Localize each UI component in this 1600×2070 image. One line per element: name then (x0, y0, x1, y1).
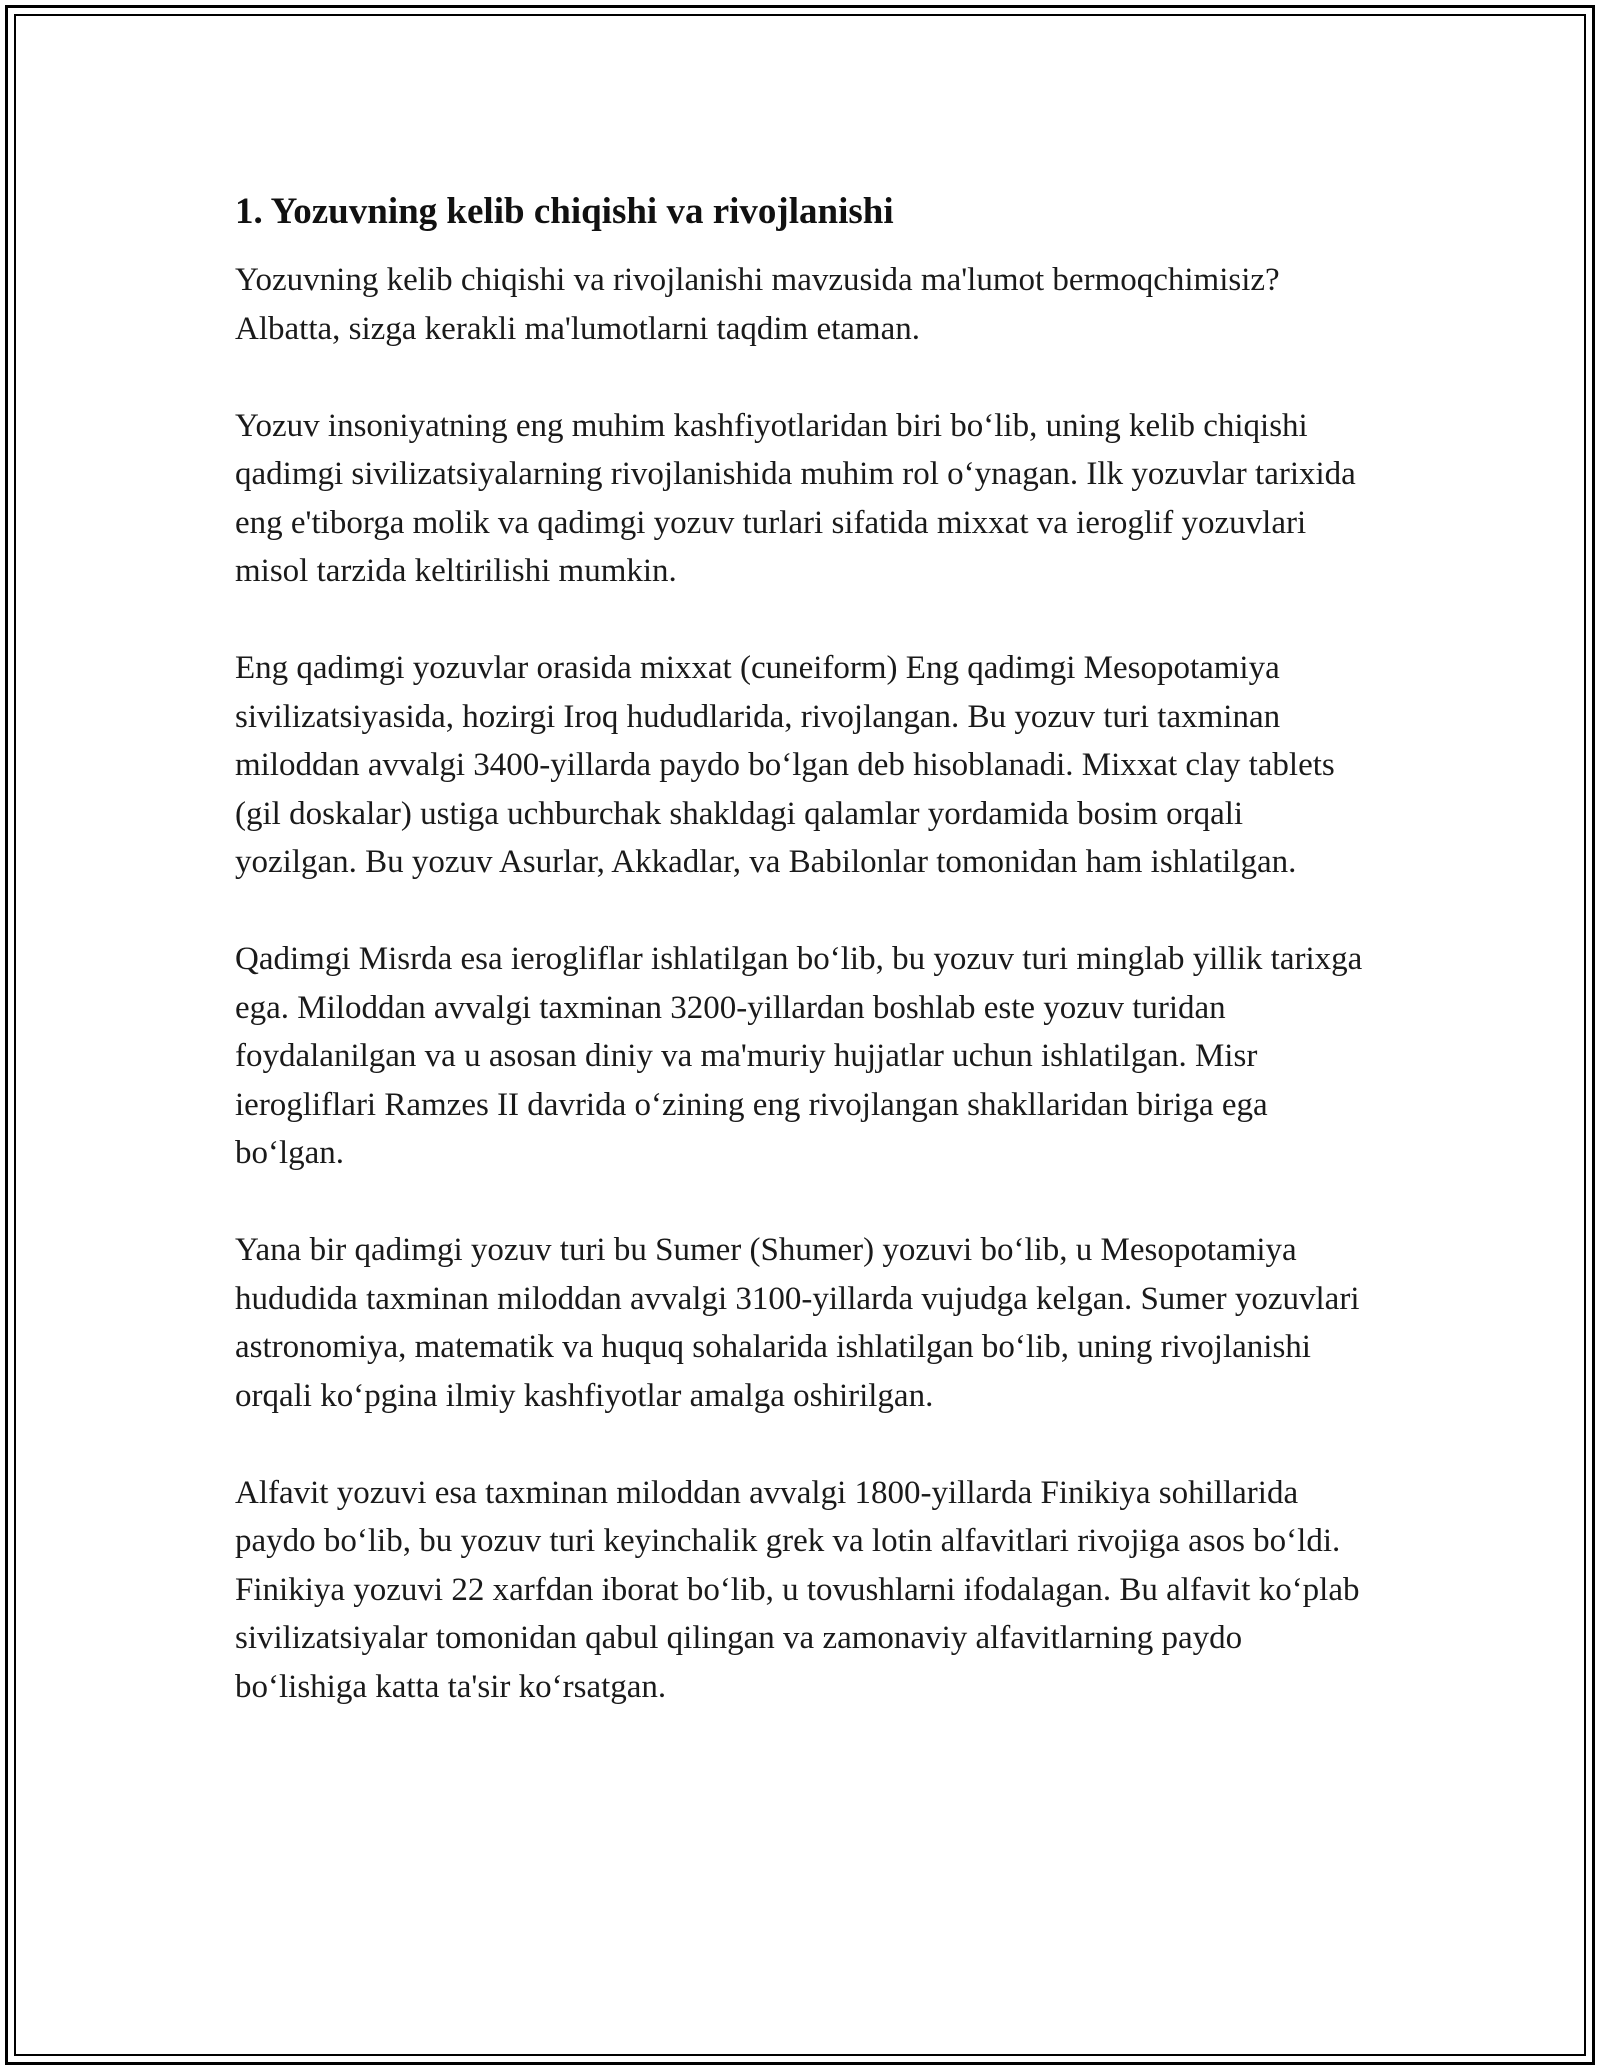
paragraph-intro: Yozuvning kelib chiqishi va rivojlanishi mavzusida ma'lumot bermoqchimisiz? Albatta, sizga kerakli ma'lumotlarni taqdim etaman. (235, 262, 1280, 347)
paragraph-egyptian-hieroglyphs: Qadimgi Misrda esa ierogliflar ishlatilgan boʻlib, bu yozuv turi minglab yillik tarixga ega. Miloddan avvalgi taxminan 3200-yillardan boshlab este yozuv turidan foydalanilgan va u asosan diniy va ma'muriy hujjatlar uchun ishlatilgan. Misr ierogliflari Ramzes II davrida oʻzining eng rivojlangan shakllaridan biriga ega boʻlgan. (235, 941, 1363, 1171)
paragraph-alphabet: Alfavit yozuvi esa taxminan miloddan avvalgi 1800-yillarda Finikiya sohillarida paydo boʻlib, bu yozuv turi keyinchalik grek va lotin alfavitlari rivojiga asos boʻldi. Finikiya yozuvi 22 xarfdan iborat boʻlib, u tovushlarni ifodalagan. Bu alfavit koʻplab sivilizatsiyalar tomonidan qabul qilingan va zamonaviy alfavitlarning paydo boʻlishiga katta ta'sir koʻrsatgan. (235, 1474, 1360, 1705)
section-heading: 1. Yozuvning kelib chiqishi va rivojlanishi (235, 191, 894, 232)
paragraph-cuneiform: Eng qadimgi yozuvlar orasida mixxat (cuneiform) Eng qadimgi Mesopotamiya sivilizatsiyasida, hozirgi Iroq hududlarida, rivojlangan. Bu yozuv turi taxminan miloddan avvalgi 3400-yillarda paydo boʻlgan deb hisoblanadi. Mixxat clay tablets (gil doskalar) ustiga uchburchak shakldagi qalamlar yordamida bosim orqali yozilgan. Bu yozuv Asurlar, Akkadlar, va Babilonlar tomonidan ham ishlatilgan. (235, 650, 1335, 880)
paragraph-sumerian-writing: Yana bir qadimgi yozuv turi bu Sumer (Shumer) yozuvi boʻlib, u Mesopotamiya hududida taxminan miloddan avvalgi 3100-yillarda vujudga kelgan. Sumer yozuvlari astronomiya, matematik va huquq sohalarida ishlatilgan boʻlib, uning rivojlanishi orqali koʻpgina ilmiy kashfiyotlar amalga oshirilgan. (235, 1232, 1360, 1414)
document-body (235, 188, 1365, 1760)
paragraph-writing-overview: Yozuv insoniyatning eng muhim kashfiyotlaridan biri boʻlib, uning kelib chiqishi qadimgi sivilizatsiyalarning rivojlanishida muhim rol oʻynagan. Ilk yozuvlar tarixida eng e'tiborga molik va qadimgi yozuv turlari sifatida mixxat va ieroglif yozuvlari misol tarzida keltirilishi mumkin. (235, 407, 1356, 589)
